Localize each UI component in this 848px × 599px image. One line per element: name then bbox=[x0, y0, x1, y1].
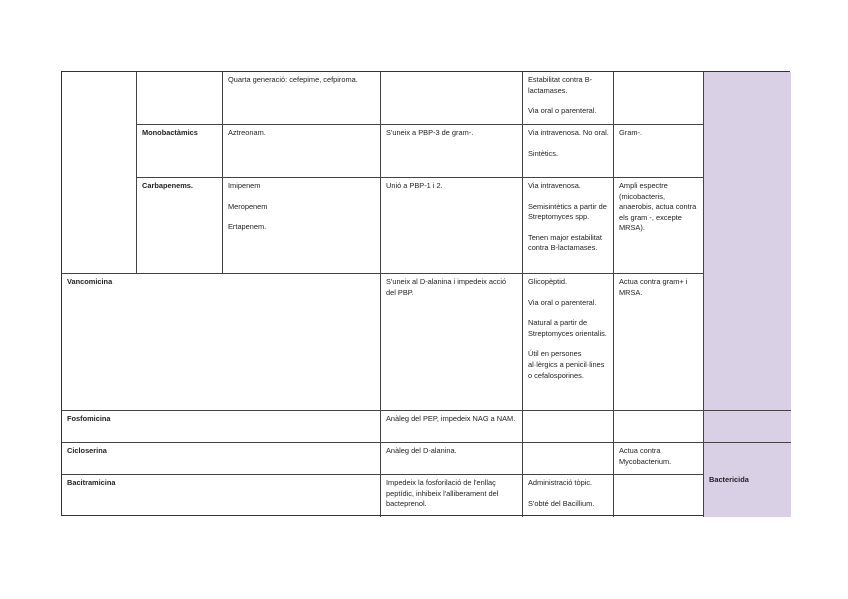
effect-cell-purple bbox=[704, 72, 791, 411]
mechanism-text: Unió a PBP-1 i 2. bbox=[386, 181, 443, 190]
spectrum-text: Gram-. bbox=[619, 128, 642, 137]
mechanism-cell-carbapenems bbox=[381, 178, 523, 274]
note-text: Estabilitat contra B-lactamases. bbox=[528, 75, 593, 95]
note-text: Semisintètics a partir de Streptomyces spp. bbox=[528, 201, 607, 222]
antibiotic-name: Vancomicina bbox=[67, 277, 113, 286]
drug-text: Imipenem bbox=[228, 181, 261, 190]
drug-quarta-text: Quarta generació: cefepime, cefpiroma. bbox=[228, 75, 358, 84]
mechanism-cell-vancomicina bbox=[381, 274, 523, 411]
notes-cell-carbapenems bbox=[523, 178, 614, 274]
notes-cell-vancomicina bbox=[523, 274, 614, 411]
spectrum-cell-monobactamics bbox=[614, 125, 704, 178]
mechanism-text: Impedeix la fosforilació de l'enllaç peptídic, inhibeix l'alliberament del bacteprenol. bbox=[386, 478, 499, 509]
drug-cell-carbapenems bbox=[223, 178, 381, 274]
mechanism-cell-cicloserina bbox=[381, 443, 523, 475]
note-text: Via intravenosa. No oral. bbox=[528, 128, 609, 137]
notes-cell-cicloserina bbox=[523, 443, 614, 475]
antibiotic-name: Bacitramicina bbox=[67, 478, 116, 487]
mechanism-text: S'uneix al D-alanina i impedeix acció del PBP. bbox=[386, 277, 507, 297]
mechanism-text: Anàleg del D-alanina. bbox=[386, 446, 457, 455]
spectrum-cell-vancomicina bbox=[614, 274, 704, 411]
spectrum-cell-quarta bbox=[614, 72, 704, 125]
spectrum-text: Actua contra gram+ i MRSA. bbox=[619, 277, 688, 297]
drug-cell-quarta bbox=[223, 72, 381, 125]
antibiotic-name: Fosfomicina bbox=[67, 414, 111, 423]
effect-cell-purple bbox=[704, 411, 791, 443]
antibiotic-name: Cicloserina bbox=[67, 446, 107, 455]
notes-cell-bacitramicina bbox=[523, 475, 614, 517]
note-text: Via intravenosa. bbox=[528, 181, 581, 190]
drug-text: Aztreonam. bbox=[228, 128, 266, 137]
mechanism-cell-monobactamics bbox=[381, 125, 523, 178]
notes-cell-quarta bbox=[523, 72, 614, 125]
name-cell-bacitramicina bbox=[62, 475, 381, 517]
spectrum-cell-cicloserina bbox=[614, 443, 704, 475]
group-label: Carbapenems. bbox=[142, 181, 193, 190]
note-text: Via oral o parenteral. bbox=[528, 106, 597, 116]
drug-text: Ertapenem. bbox=[228, 222, 267, 232]
name-cell-vancomicina bbox=[62, 274, 381, 411]
note-text: Via oral o parenteral. bbox=[528, 297, 597, 307]
antibiotics-table bbox=[61, 71, 790, 516]
drug-text: Meropenem bbox=[228, 201, 268, 211]
effect-label: Bactericida bbox=[709, 474, 749, 484]
group-label: Monobactàmics bbox=[142, 128, 198, 137]
mechanism-cell-bacitramicina bbox=[381, 475, 523, 517]
mechanism-cell-quarta bbox=[381, 72, 523, 125]
drug-cell-monobactamics bbox=[223, 125, 381, 178]
mechanism-text: S'uneix a PBP-3 de gram-. bbox=[386, 128, 474, 137]
note-text: Útil en persones al·lèrgics a penicil·lines o cefalosporines. bbox=[528, 349, 605, 380]
name-cell-cicloserina bbox=[62, 443, 381, 475]
note-text: Tenen major estabilitat contra B-lactamases. bbox=[528, 232, 602, 253]
notes-cell-fosfomicina bbox=[523, 411, 614, 443]
note-text: Sintètics. bbox=[528, 148, 558, 158]
note-text: S'obté del Bacillium. bbox=[528, 498, 595, 508]
mechanism-text: Anàleg del PEP, impedeix NAG a NAM. bbox=[386, 414, 516, 423]
note-text: Glicopèptid. bbox=[528, 277, 568, 286]
note-text: Administració tòpic. bbox=[528, 478, 593, 487]
spectrum-cell-bacitramicina bbox=[614, 475, 704, 517]
group-cell-monobactamics bbox=[137, 125, 223, 178]
spectrum-text: Ampli espectre (micobacteris, anaerobis, actua contra els gram -, excepte MRSA). bbox=[619, 181, 697, 233]
spectrum-cell-fosfomicina bbox=[614, 411, 704, 443]
class-cell-empty bbox=[62, 72, 137, 274]
group-cell-carbapenems bbox=[137, 178, 223, 274]
spectrum-text: Actua contra Mycobacterium. bbox=[619, 446, 672, 466]
spectrum-cell-carbapenems bbox=[614, 178, 704, 274]
group-cell-empty bbox=[137, 72, 223, 125]
mechanism-cell-fosfomicina bbox=[381, 411, 523, 443]
note-text: Natural a partir de Streptomyces orientalis. bbox=[528, 318, 607, 338]
name-cell-fosfomicina bbox=[62, 411, 381, 443]
notes-cell-monobactamics bbox=[523, 125, 614, 178]
effect-cell-bactericida bbox=[704, 443, 791, 517]
